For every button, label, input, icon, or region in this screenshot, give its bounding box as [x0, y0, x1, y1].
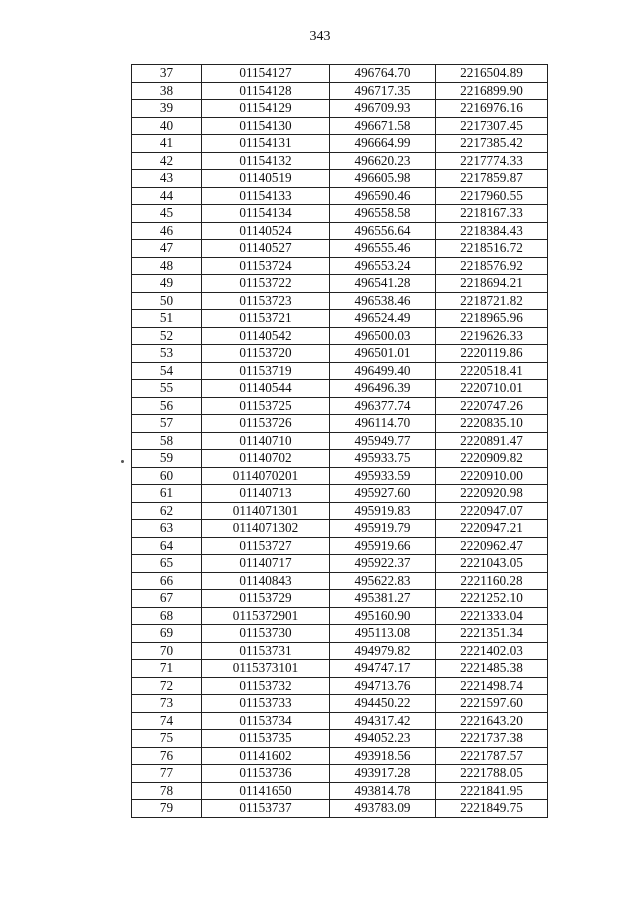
y-coordinate-cell: 2221849.75 — [436, 800, 548, 818]
point-id-cell: 01153730 — [202, 625, 330, 643]
table-row — [132, 555, 548, 573]
point-id-cell: 01153733 — [202, 695, 330, 713]
point-id-cell: 01154133 — [202, 187, 330, 205]
y-coordinate-cell: 2217960.55 — [436, 187, 548, 205]
x-coordinate-cell: 495113.08 — [330, 625, 436, 643]
point-id-cell: 01153732 — [202, 677, 330, 695]
row-number-cell: 55 — [132, 380, 202, 398]
point-id-cell: 01153720 — [202, 345, 330, 363]
x-coordinate-cell: 496541.28 — [330, 275, 436, 293]
y-coordinate-cell: 2218721.82 — [436, 292, 548, 310]
y-coordinate-cell: 2220962.47 — [436, 537, 548, 555]
row-number-cell: 76 — [132, 747, 202, 765]
table-row — [132, 257, 548, 275]
row-number-cell: 70 — [132, 642, 202, 660]
table-row — [132, 502, 548, 520]
y-coordinate-cell: 2221402.03 — [436, 642, 548, 660]
table-row — [132, 275, 548, 293]
y-coordinate-cell: 2219626.33 — [436, 327, 548, 345]
row-number-cell: 52 — [132, 327, 202, 345]
y-coordinate-cell: 2217859.87 — [436, 170, 548, 188]
x-coordinate-cell: 496671.58 — [330, 117, 436, 135]
table-row — [132, 642, 548, 660]
point-id-cell: 01153722 — [202, 275, 330, 293]
row-number-cell: 44 — [132, 187, 202, 205]
point-id-cell: 01154131 — [202, 135, 330, 153]
y-coordinate-cell: 2221643.20 — [436, 712, 548, 730]
row-number-cell: 57 — [132, 415, 202, 433]
table-row — [132, 677, 548, 695]
point-id-cell: 0114070201 — [202, 467, 330, 485]
table-row — [132, 800, 548, 818]
row-number-cell: 51 — [132, 310, 202, 328]
x-coordinate-cell: 493918.56 — [330, 747, 436, 765]
y-coordinate-cell: 2221160.28 — [436, 572, 548, 590]
y-coordinate-cell: 2221788.05 — [436, 765, 548, 783]
x-coordinate-cell: 496664.99 — [330, 135, 436, 153]
row-number-cell: 58 — [132, 432, 202, 450]
point-id-cell: 01153731 — [202, 642, 330, 660]
table-row — [132, 747, 548, 765]
table-row — [132, 117, 548, 135]
table-row — [132, 712, 548, 730]
row-number-cell: 78 — [132, 782, 202, 800]
table-row — [132, 520, 548, 538]
row-number-cell: 48 — [132, 257, 202, 275]
x-coordinate-cell: 494713.76 — [330, 677, 436, 695]
x-coordinate-cell: 496555.46 — [330, 240, 436, 258]
x-coordinate-cell: 495927.60 — [330, 485, 436, 503]
x-coordinate-cell: 496553.24 — [330, 257, 436, 275]
y-coordinate-cell: 2218384.43 — [436, 222, 548, 240]
y-coordinate-cell: 2216976.16 — [436, 100, 548, 118]
x-coordinate-cell: 496605.98 — [330, 170, 436, 188]
stray-mark — [121, 460, 124, 463]
row-number-cell: 40 — [132, 117, 202, 135]
row-number-cell: 38 — [132, 82, 202, 100]
row-number-cell: 73 — [132, 695, 202, 713]
row-number-cell: 59 — [132, 450, 202, 468]
row-number-cell: 77 — [132, 765, 202, 783]
y-coordinate-cell: 2220947.21 — [436, 520, 548, 538]
table-row — [132, 467, 548, 485]
x-coordinate-cell: 496499.40 — [330, 362, 436, 380]
y-coordinate-cell: 2216504.89 — [436, 65, 548, 83]
y-coordinate-cell: 2221841.95 — [436, 782, 548, 800]
x-coordinate-cell: 494052.23 — [330, 730, 436, 748]
y-coordinate-cell: 2220710.01 — [436, 380, 548, 398]
x-coordinate-cell: 496496.39 — [330, 380, 436, 398]
row-number-cell: 53 — [132, 345, 202, 363]
x-coordinate-cell: 496717.35 — [330, 82, 436, 100]
point-id-cell: 01140710 — [202, 432, 330, 450]
row-number-cell: 49 — [132, 275, 202, 293]
table-row — [132, 695, 548, 713]
y-coordinate-cell: 2217307.45 — [436, 117, 548, 135]
x-coordinate-cell: 496558.58 — [330, 205, 436, 223]
x-coordinate-cell: 495919.79 — [330, 520, 436, 538]
y-coordinate-cell: 2221043.05 — [436, 555, 548, 573]
table-row — [132, 222, 548, 240]
table-row — [132, 572, 548, 590]
y-coordinate-cell: 2218576.92 — [436, 257, 548, 275]
row-number-cell: 50 — [132, 292, 202, 310]
x-coordinate-cell: 494450.22 — [330, 695, 436, 713]
x-coordinate-cell: 493917.28 — [330, 765, 436, 783]
y-coordinate-cell: 2221498.74 — [436, 677, 548, 695]
table-row — [132, 205, 548, 223]
x-coordinate-cell: 493783.09 — [330, 800, 436, 818]
table-row — [132, 65, 548, 83]
table-row — [132, 415, 548, 433]
x-coordinate-cell: 495919.66 — [330, 537, 436, 555]
x-coordinate-cell: 496556.64 — [330, 222, 436, 240]
row-number-cell: 68 — [132, 607, 202, 625]
table-row — [132, 292, 548, 310]
table-row — [132, 625, 548, 643]
y-coordinate-cell: 2218694.21 — [436, 275, 548, 293]
point-id-cell: 01153726 — [202, 415, 330, 433]
table-row — [132, 82, 548, 100]
row-number-cell: 60 — [132, 467, 202, 485]
point-id-cell: 01140713 — [202, 485, 330, 503]
y-coordinate-cell: 2217774.33 — [436, 152, 548, 170]
table-row — [132, 590, 548, 608]
y-coordinate-cell: 2221787.57 — [436, 747, 548, 765]
point-id-cell: 01154132 — [202, 152, 330, 170]
x-coordinate-cell: 496764.70 — [330, 65, 436, 83]
table-row — [132, 397, 548, 415]
x-coordinate-cell: 496590.46 — [330, 187, 436, 205]
row-number-cell: 75 — [132, 730, 202, 748]
y-coordinate-cell: 2220747.26 — [436, 397, 548, 415]
point-id-cell: 01154134 — [202, 205, 330, 223]
y-coordinate-cell: 2221597.60 — [436, 695, 548, 713]
point-id-cell: 01154129 — [202, 100, 330, 118]
coordinates-table — [131, 64, 548, 818]
point-id-cell: 01153737 — [202, 800, 330, 818]
row-number-cell: 71 — [132, 660, 202, 678]
table-row — [132, 362, 548, 380]
row-number-cell: 47 — [132, 240, 202, 258]
point-id-cell: 0114071302 — [202, 520, 330, 538]
y-coordinate-cell: 2221351.34 — [436, 625, 548, 643]
table-row — [132, 240, 548, 258]
point-id-cell: 01153734 — [202, 712, 330, 730]
x-coordinate-cell: 496538.46 — [330, 292, 436, 310]
table-row — [132, 380, 548, 398]
table-row — [132, 485, 548, 503]
point-id-cell: 01140527 — [202, 240, 330, 258]
point-id-cell: 01153736 — [202, 765, 330, 783]
point-id-cell: 01140544 — [202, 380, 330, 398]
row-number-cell: 41 — [132, 135, 202, 153]
y-coordinate-cell: 2216899.90 — [436, 82, 548, 100]
table-row — [132, 450, 548, 468]
point-id-cell: 01153719 — [202, 362, 330, 380]
y-coordinate-cell: 2220835.10 — [436, 415, 548, 433]
table-row — [132, 730, 548, 748]
row-number-cell: 61 — [132, 485, 202, 503]
table-row — [132, 170, 548, 188]
x-coordinate-cell: 496500.03 — [330, 327, 436, 345]
x-coordinate-cell: 493814.78 — [330, 782, 436, 800]
row-number-cell: 43 — [132, 170, 202, 188]
table-row — [132, 100, 548, 118]
x-coordinate-cell: 495381.27 — [330, 590, 436, 608]
x-coordinate-cell: 495933.75 — [330, 450, 436, 468]
point-id-cell: 01153727 — [202, 537, 330, 555]
y-coordinate-cell: 2217385.42 — [436, 135, 548, 153]
x-coordinate-cell: 496501.01 — [330, 345, 436, 363]
row-number-cell: 63 — [132, 520, 202, 538]
row-number-cell: 79 — [132, 800, 202, 818]
table-row — [132, 432, 548, 450]
x-coordinate-cell: 496114.70 — [330, 415, 436, 433]
y-coordinate-cell: 2220947.07 — [436, 502, 548, 520]
point-id-cell: 01153724 — [202, 257, 330, 275]
row-number-cell: 37 — [132, 65, 202, 83]
y-coordinate-cell: 2218167.33 — [436, 205, 548, 223]
row-number-cell: 72 — [132, 677, 202, 695]
y-coordinate-cell: 2221333.04 — [436, 607, 548, 625]
row-number-cell: 54 — [132, 362, 202, 380]
row-number-cell: 67 — [132, 590, 202, 608]
table-row — [132, 782, 548, 800]
table-row — [132, 310, 548, 328]
table-row — [132, 152, 548, 170]
y-coordinate-cell: 2218516.72 — [436, 240, 548, 258]
table-row — [132, 135, 548, 153]
row-number-cell: 65 — [132, 555, 202, 573]
y-coordinate-cell: 2220119.86 — [436, 345, 548, 363]
point-id-cell: 0114071301 — [202, 502, 330, 520]
point-id-cell: 01154128 — [202, 82, 330, 100]
x-coordinate-cell: 495919.83 — [330, 502, 436, 520]
y-coordinate-cell: 2220920.98 — [436, 485, 548, 503]
x-coordinate-cell: 496620.23 — [330, 152, 436, 170]
x-coordinate-cell: 494747.17 — [330, 660, 436, 678]
table-row — [132, 345, 548, 363]
point-id-cell: 01140702 — [202, 450, 330, 468]
table-row — [132, 607, 548, 625]
table-row — [132, 327, 548, 345]
x-coordinate-cell: 496709.93 — [330, 100, 436, 118]
row-number-cell: 64 — [132, 537, 202, 555]
row-number-cell: 39 — [132, 100, 202, 118]
point-id-cell: 01153725 — [202, 397, 330, 415]
point-id-cell: 01141650 — [202, 782, 330, 800]
x-coordinate-cell: 495922.37 — [330, 555, 436, 573]
point-id-cell: 01140542 — [202, 327, 330, 345]
row-number-cell: 74 — [132, 712, 202, 730]
x-coordinate-cell: 495622.83 — [330, 572, 436, 590]
point-id-cell: 0115373101 — [202, 660, 330, 678]
y-coordinate-cell: 2221485.38 — [436, 660, 548, 678]
point-id-cell: 01140519 — [202, 170, 330, 188]
row-number-cell: 56 — [132, 397, 202, 415]
table-row — [132, 187, 548, 205]
coordinates-table-body — [132, 65, 548, 818]
x-coordinate-cell: 495949.77 — [330, 432, 436, 450]
y-coordinate-cell: 2220891.47 — [436, 432, 548, 450]
row-number-cell: 46 — [132, 222, 202, 240]
x-coordinate-cell: 496377.74 — [330, 397, 436, 415]
page-number: 343 — [309, 29, 331, 44]
point-id-cell: 0115372901 — [202, 607, 330, 625]
row-number-cell: 45 — [132, 205, 202, 223]
y-coordinate-cell: 2221737.38 — [436, 730, 548, 748]
y-coordinate-cell: 2218965.96 — [436, 310, 548, 328]
x-coordinate-cell: 495160.90 — [330, 607, 436, 625]
point-id-cell: 01140843 — [202, 572, 330, 590]
y-coordinate-cell: 2220518.41 — [436, 362, 548, 380]
x-coordinate-cell: 494979.82 — [330, 642, 436, 660]
row-number-cell: 42 — [132, 152, 202, 170]
row-number-cell: 69 — [132, 625, 202, 643]
point-id-cell: 01153721 — [202, 310, 330, 328]
table-row — [132, 660, 548, 678]
point-id-cell: 01141602 — [202, 747, 330, 765]
y-coordinate-cell: 2221252.10 — [436, 590, 548, 608]
point-id-cell: 01154130 — [202, 117, 330, 135]
row-number-cell: 66 — [132, 572, 202, 590]
x-coordinate-cell: 495933.59 — [330, 467, 436, 485]
y-coordinate-cell: 2220909.82 — [436, 450, 548, 468]
point-id-cell: 01153723 — [202, 292, 330, 310]
point-id-cell: 01153735 — [202, 730, 330, 748]
point-id-cell: 01153729 — [202, 590, 330, 608]
point-id-cell: 01140717 — [202, 555, 330, 573]
table-row — [132, 537, 548, 555]
row-number-cell: 62 — [132, 502, 202, 520]
table-row — [132, 765, 548, 783]
x-coordinate-cell: 496524.49 — [330, 310, 436, 328]
x-coordinate-cell: 494317.42 — [330, 712, 436, 730]
point-id-cell: 01154127 — [202, 65, 330, 83]
y-coordinate-cell: 2220910.00 — [436, 467, 548, 485]
point-id-cell: 01140524 — [202, 222, 330, 240]
